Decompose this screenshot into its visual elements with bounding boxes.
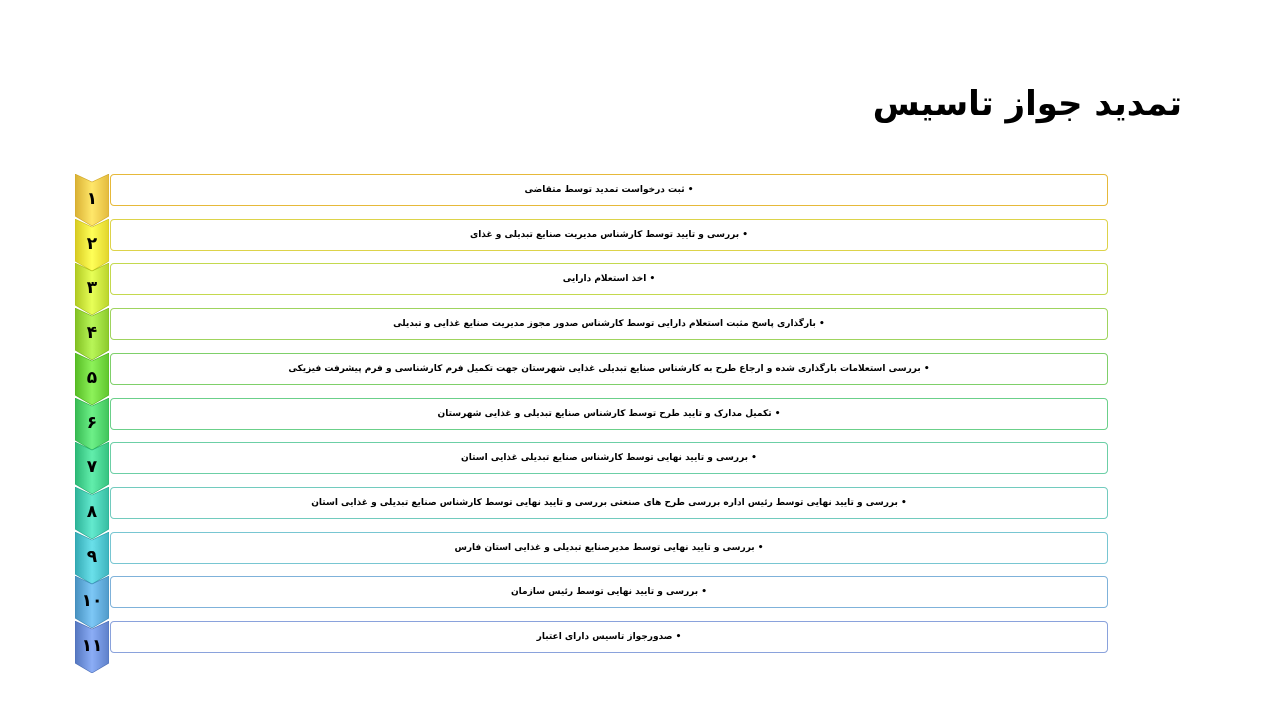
step-text: • بارگذاری پاسخ مثبت استعلام دارایی توسط کارشناس صدور مجوز مدیریت صنایع غذایی و تبدیلی — [393, 319, 825, 330]
step-number: ۱ — [86, 189, 98, 209]
step-number: ۲ — [86, 233, 98, 254]
step-text: • بررسی و تایید توسط کارشناس مدیریت صنایع تبدیلی و غذای — [469, 229, 749, 240]
step-number: ۵ — [86, 367, 98, 388]
step-box — [110, 487, 1108, 519]
step-number: ۹ — [86, 546, 98, 567]
step-text: • ثبت درخواست تمدید توسط متقاضی — [524, 185, 694, 195]
step-box — [110, 263, 1108, 295]
step-number: ۷ — [86, 457, 98, 478]
step-text: • بررسی و تایید نهایی توسط رئیس اداره بررسی طرح های صنعتی بررسی و تایید نهایی توسط کارشناس صنایع تبدیلی و غذایی استان — [311, 497, 907, 508]
step-box — [110, 621, 1108, 653]
step-box — [110, 532, 1108, 564]
page-title: تمدید جواز تاسیس — [872, 84, 1182, 124]
step-box — [110, 576, 1108, 608]
step-text: • تکمیل مدارک و تایید طرح توسط کارشناس صنایع تبدیلی و غذایی شهرستان — [437, 408, 781, 419]
step-text: • اخذ استعلام دارایی — [562, 274, 656, 285]
step-text: • بررسی استعلامات بارگذاری شده و ارجاع طرح به کارشناس صنایع تبدیلی غذایی شهرستان جهت تکمیل فرم کارشناسی و فرم پیشرفت فیزیکی — [288, 363, 930, 374]
step-box — [110, 398, 1108, 430]
step-text: • بررسی و تایید نهایی توسط کارشناس صنایع تبدیلی غذایی استان — [461, 453, 757, 464]
step-text: • صدورجواز تاسیس دارای اعتبار — [536, 632, 682, 642]
step-number: ۳ — [86, 278, 98, 299]
step-text: • بررسی و تایید نهایی توسط مدیرصنایع تبدیلی و غذایی استان فارس — [454, 542, 764, 553]
step-text: • بررسی و تایید نهایی توسط رئیس سازمان — [510, 587, 708, 598]
step-number: ۸ — [86, 501, 98, 522]
step-number: ۶ — [86, 412, 98, 433]
step-number: ۱۰ — [81, 591, 103, 612]
step-box — [110, 174, 1108, 206]
process-step — [0, 621, 1280, 673]
step-box — [110, 442, 1108, 474]
step-box — [110, 353, 1108, 385]
step-box — [110, 308, 1108, 340]
step-number: ۴ — [86, 323, 98, 344]
step-box — [110, 219, 1108, 251]
step-number: ۱۱ — [81, 636, 103, 656]
